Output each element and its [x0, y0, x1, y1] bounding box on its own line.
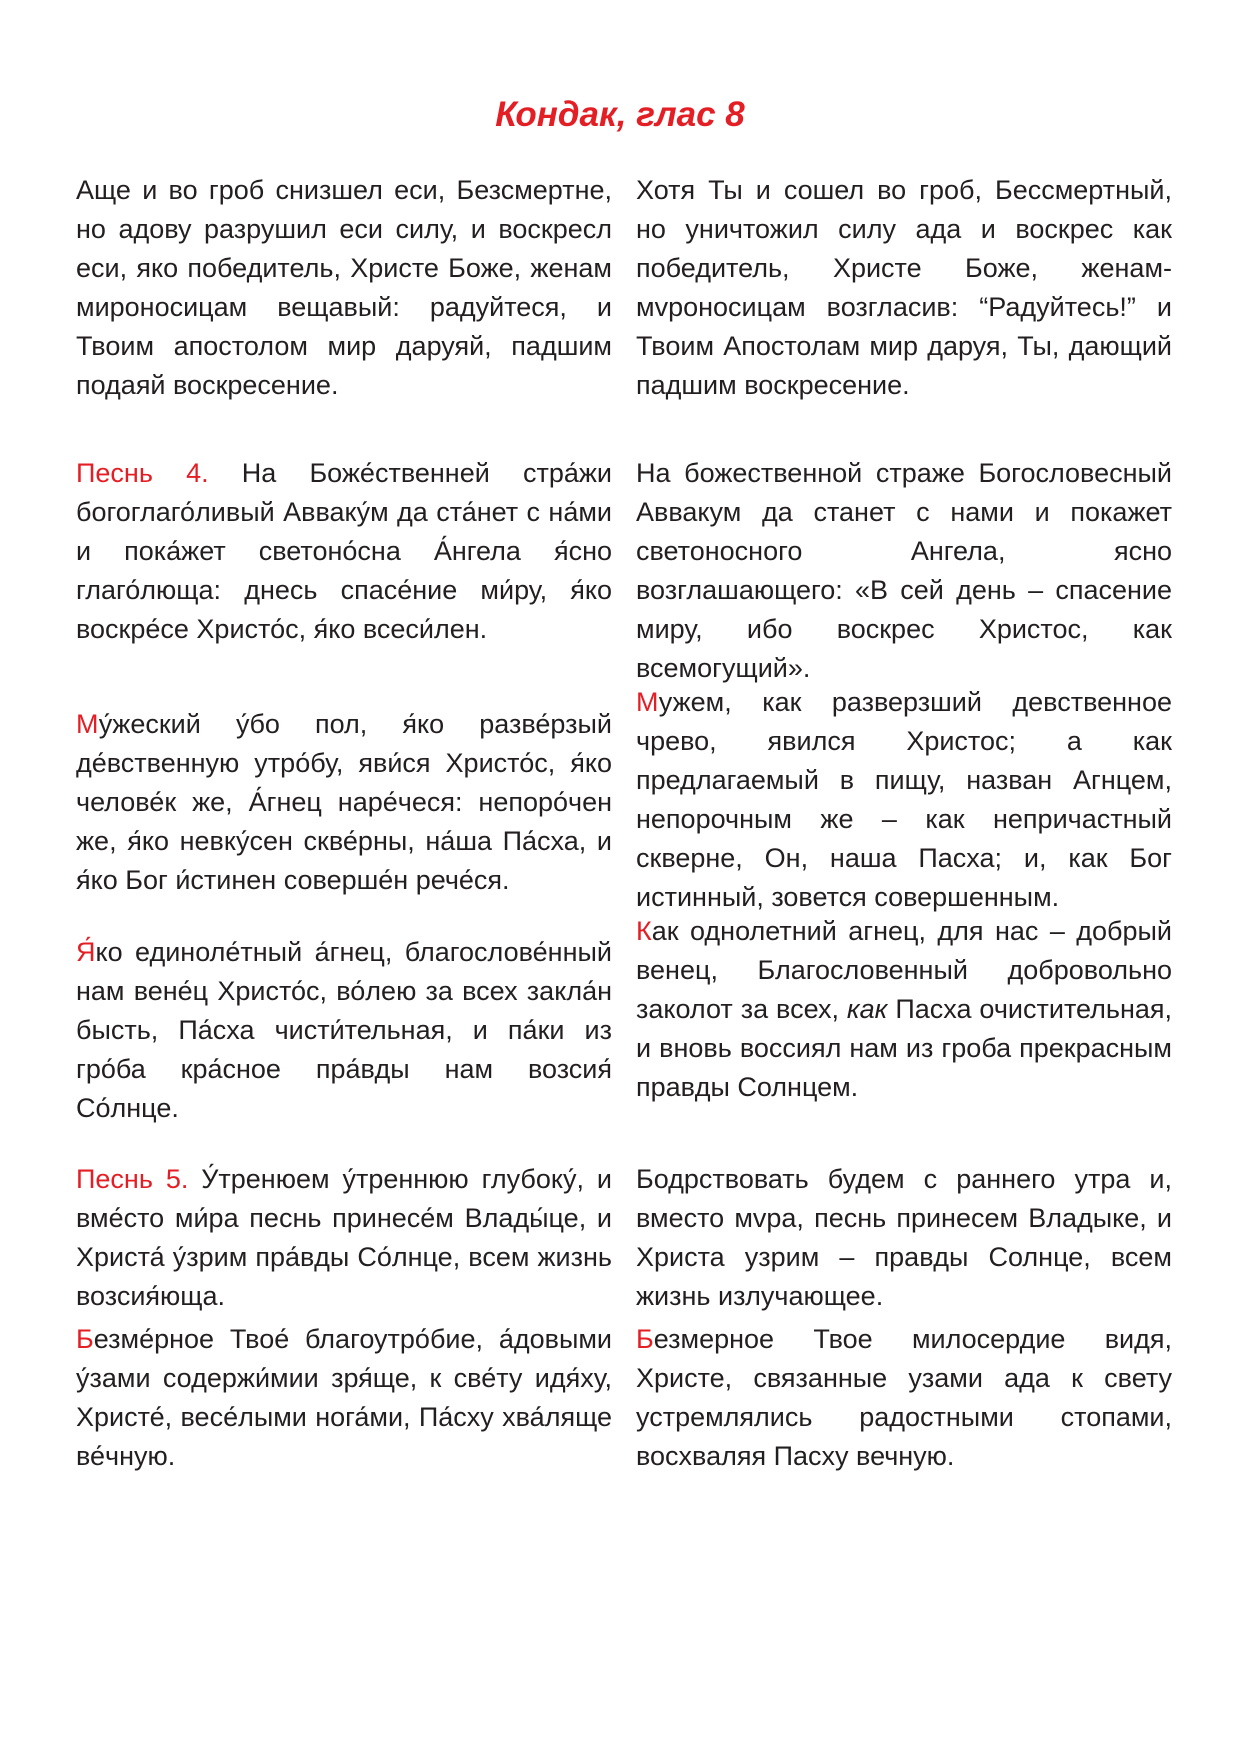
kondak-russian	[636, 171, 1172, 405]
song4-irmos-russian-text: На божественной страже Богословесный Аввакум да станет с нами и покажет светоносного Ангела, ясно возглашающего: «В сей день – спасение миру, ибо воскрес Христос, как всемогущий».	[636, 458, 1172, 683]
drop-cap: Б	[636, 1324, 654, 1354]
song4-troparion2-russian-text-end: Пасха очистительная, и вновь воссиял нам из гроба прекрасным правды Солнцем.	[636, 994, 1172, 1102]
drop-cap: К	[636, 916, 652, 946]
song5-irmos-russian	[636, 1160, 1172, 1316]
page-title: Кондак, глас 8	[495, 95, 745, 134]
song4-troparion2-russian-text: ак однолетний агнец, для нас – добрый венец, Благословенный добровольно заколот за всех,	[636, 916, 1172, 1024]
song4-irmos-russian	[636, 454, 1172, 688]
song4-troparion2-russian	[636, 912, 1172, 1107]
song4-troparion1-russian-text: ужем, как разверзший девственное чрево, явился Христос; а как предлагаемый в пищу, назван Агнцем, непорочным же – как непричастный скверне, Он, наша Пасха; и, как Бог истинный, зовется совершенным.	[636, 687, 1172, 912]
kondak-slavonic	[76, 171, 612, 405]
drop-cap: М	[76, 709, 99, 739]
song4-troparion1-russian	[636, 683, 1172, 917]
song4-heading: Песнь 4.	[76, 458, 209, 488]
song4-troparion2-slavonic-text: ко единоле́тный а́гнец, благослове́нный нам вене́ц Христо́с, во́лею за всех закла́н бысть, Па́сха чисти́тельная, и па́ки из гро́ба кра́сное пра́вды нам возсия́ Со́лнце.	[76, 937, 612, 1123]
kondak-russian-text: Хотя Ты и сошел во гроб, Бессмертный, но уничтожил силу ада и воскрес как победитель, Христе Боже, женам-мvроносицам возгласив: “Радуйтесь!” и Твоим Апостолам мир даруя, Ты, дающий падшим воскресение.	[636, 175, 1172, 400]
song5-irmos-slavonic-text: У́тренюем у́треннюю глубоку́, и вме́сто ми́ра песнь принесе́м Влады́це, и Христа́ у́зрим пра́вды Со́лнце, всем жизнь возсия́юща.	[76, 1164, 613, 1311]
drop-cap: Я́	[76, 937, 96, 967]
italic-word: как	[846, 994, 888, 1024]
song4-troparion1-slavonic	[76, 705, 612, 900]
song4-troparion2-slavonic	[76, 933, 612, 1128]
kondak-slavonic-text: Аще и во гроб снизшел еси, Безсмертне, но адову разрушил еси силу, и воскресл еси, яко победитель, Христе Боже, женам мироносицам вещавый: радуйтеся, и Твоим апостолом мир даруяй, падшим подаяй воскресение.	[76, 175, 612, 400]
drop-cap: М	[636, 687, 659, 717]
song4-irmos-slavonic-text: На Боже́ственней стра́жи богоглаго́ливый Авваку́м да ста́нет с на́ми и пока́жет светоно́сна А́нгела я́сно глаго́люща: днесь спасе́ние ми́ру, я́ко воскре́се Христо́с, я́ко всеси́лен.	[76, 458, 612, 644]
song5-troparion1-russian	[636, 1320, 1172, 1476]
song5-heading: Песнь 5.	[76, 1164, 189, 1194]
song4-irmos-slavonic	[76, 454, 612, 649]
song5-irmos-russian-text: Бодрствовать будем с раннего утра и, вместо мvра, песнь принесем Владыке, и Христа узрим – правды Солнце, всем жизнь излучающее.	[636, 1164, 1172, 1311]
drop-cap: Б	[76, 1324, 94, 1354]
song5-troparion1-slavonic	[76, 1320, 612, 1476]
song5-troparion1-slavonic-text: езме́рное Твое́ благоутро́бие, а́довыми у́зами содержи́мии зря́ще, к све́ту идя́ху, Христе́, весе́лыми нога́ми, Па́сху хва́ляще ве́чную.	[76, 1324, 612, 1471]
song5-troparion1-russian-text: езмерное Твое милосердие видя, Христе, связанные узами ада к свету устремлялись радостными стопами, восхваляя Пасху вечную.	[636, 1324, 1172, 1471]
song5-irmos-slavonic	[76, 1160, 612, 1316]
song4-troparion1-slavonic-text: у́жеский у́бо пол, я́ко разве́рзый де́вственную утро́бу, яви́ся Христо́с, я́ко челове́к же, А́гнец наре́чеся: непоро́чен же, я́ко невку́сен скве́рны, на́ша Па́сха, и я́ко Бог и́стинен соверше́н рече́ся.	[76, 709, 612, 895]
